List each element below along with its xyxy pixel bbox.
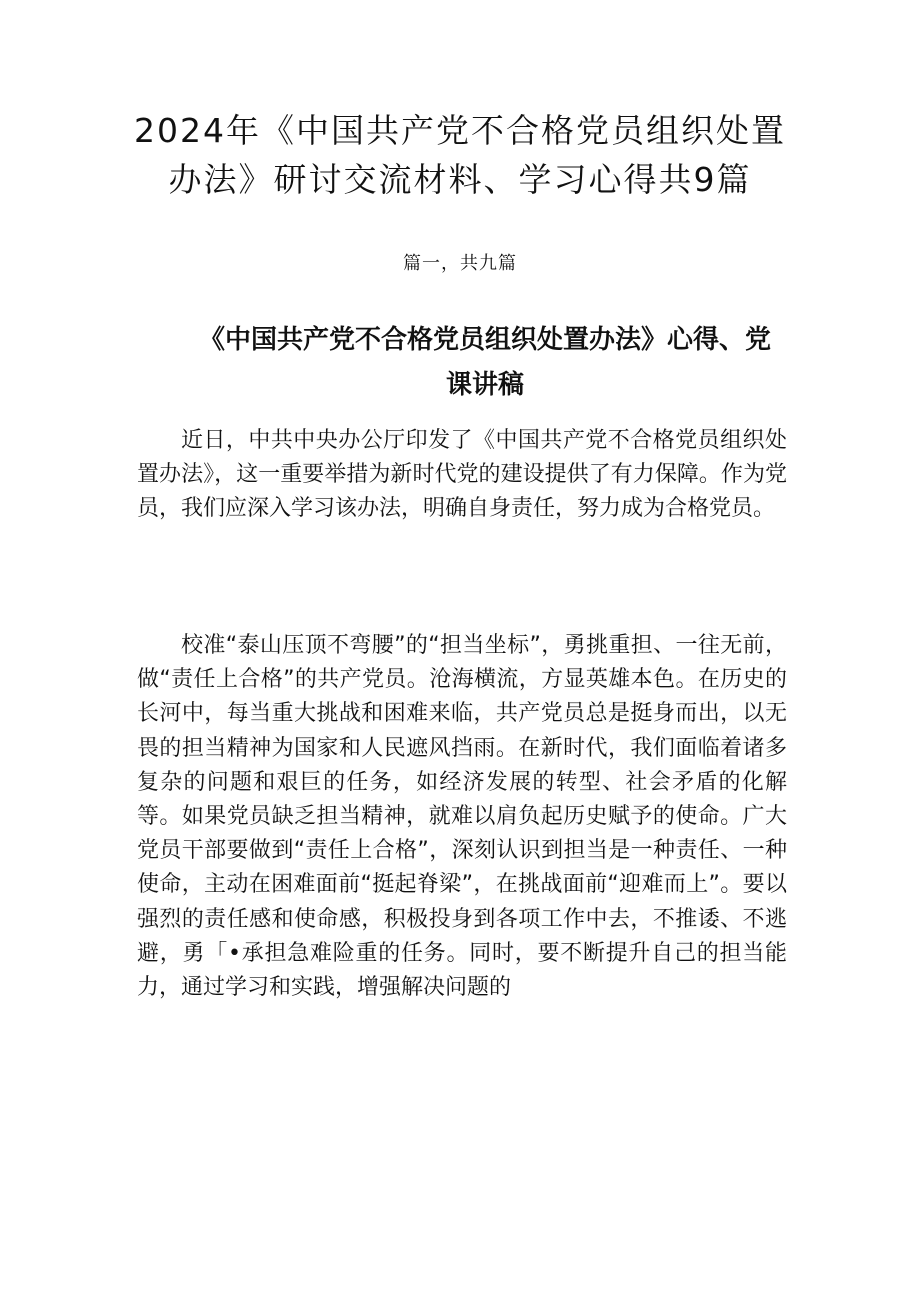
document-title-line-1: 2024年《中国共产党不合格党员组织处置 [134,111,786,150]
body-paragraph: 校准“泰山压顶不弯腰”的“担当坐标”，勇挑重担、一往无前，做“责任上合格”的共产党员。沧海横流，方显英雄本色。在历史的长河中，每当重大挑战和困难来临，共产党员总是挺身而出，以无畏的担当精神为国家和人民遮风挡雨。在新时代，我们面临着诸多复杂的问题和艰巨的任务，如经济发展的转型、社会矛盾的化解等。如果党员缺乏担当精神，就难以肩负起历史赋予的使命。广大党员干部要做到“责任上合格”，深刻认识到担当是一种责任、一种使命，主动在困难面前“挺起脊梁”，在挑战面前“迎难而上”。要以强烈的责任感和使命感，积极投身到各项工作中去，不推诿、不逃避，勇「•承担急难险重的任务。同时，要不断提升自己的担当能力，通过学习和实践，增强解决问题的 [137,633,787,1001]
document-title-line-2: 办法》研讨交流材料、学习心得共9篇 [168,160,752,199]
document-title [120,106,800,204]
body-paragraph: 近日，中共中央办公厅印发了《中国共产党不合格党员组织处置办法》，这一重要举措为新时代党的建设提供了有力保障。作为党员，我们应深入学习该办法，明确自身责任，努力成为合格党员。 [137,428,787,522]
article-title [185,318,785,408]
section-label: 篇一，共九篇 [403,253,517,274]
article-title-line-1: 《中国共产党不合格党员组织处置办法》心得、党 [198,325,771,355]
article-title-line-2: 课讲稿 [445,370,524,400]
